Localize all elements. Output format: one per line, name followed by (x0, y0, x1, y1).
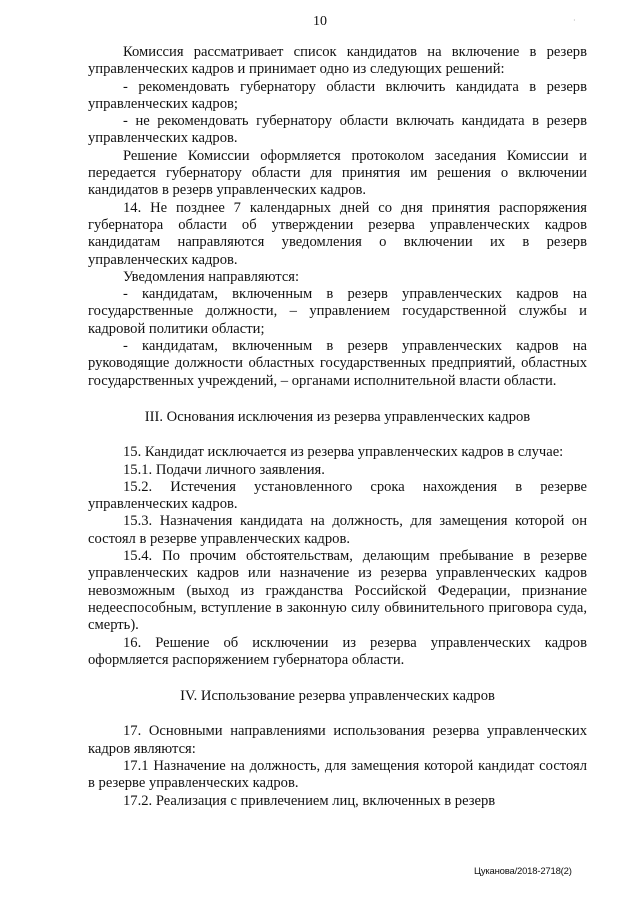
block-3 (88, 723, 587, 809)
paragraph: 15.1. Подачи личного заявления. (123, 461, 325, 478)
paragraph: Уведомления направляются: (123, 268, 300, 285)
block-1 (88, 44, 587, 390)
paragraph: 15.3. Назначения кандидата на должность, для замещения которой он состоял в резерве управленческих кадров. (88, 513, 587, 547)
document-body (88, 44, 587, 810)
paragraph: 17.1 Назначение на должность, для замещения которой кандидат состоял в резерве управленческих кадров. (88, 757, 587, 792)
margin-mark: · (573, 16, 576, 25)
paragraph: - рекомендовать губернатору области включить кандидата в резерв управленческих кадров; (88, 78, 587, 112)
paragraph: - кандидатам, включенным в резерв управленческих кадров на государственные должности, – управлением государственной службы и кадровой политики области; (88, 286, 587, 337)
paragraph: 15. Кандидат исключается из резерва управленческих кадров в случае: (123, 444, 564, 461)
paragraph: Комиссия рассматривает список кандидатов на включение в резерв управленческих кадров и принимает одно из следующих решений: (88, 44, 587, 78)
page-number: 10 (313, 14, 327, 29)
paragraph: 17.2. Реализация с привлечением лиц, включенных в резерв (123, 792, 496, 809)
paragraph: 16. Решение об исключении из резерва управленческих кадров оформляется распоряжением губернатора области. (88, 634, 587, 668)
paragraph: 17. Основными направлениями использования резерва управленческих кадров являются: (88, 723, 587, 757)
paragraph: Решение Комиссии оформляется протоколом заседания Комиссии и передается губернатору области для принятия им решения о включении кандидатов в резерв управленческих кадров. (88, 147, 587, 199)
paragraph: - кандидатам, включенным в резерв управленческих кадров на руководящие должности областных государственных предприятий, областных государственных учреждений, – органами исполнительной власти области. (88, 338, 587, 389)
paragraph: 14. Не позднее 7 календарных дней со дня принятия распоряжения губернатора области об утверждении резерва управленческих кадров кандидатам направляются уведомления о включении их в резерв управленческих кадров. (88, 199, 587, 268)
section-heading-3: III. Основания исключения из резерва управленческих кадров (144, 408, 531, 425)
section-heading-4: IV. Использование резерва управленческих кадров (180, 688, 495, 705)
paragraph: - не рекомендовать губернатору области включать кандидата в резерв управленческих кадров. (88, 113, 587, 147)
paragraph: 15.4. По прочим обстоятельствам, делающим пребывание в резерве управленческих кадров или назначение из резерва управленческих кадров невозможным (выход из гражданства Российской Федерации, признание недееспособным, вступление в законную силу обвинительного приговора суда, смерть). (88, 548, 587, 634)
document-code: Цуканова/2018-2718(2) (474, 866, 572, 877)
block-2 (88, 444, 587, 669)
paragraph: 15.2. Истечения установленного срока нахождения в резерве управленческих кадров. (88, 478, 587, 513)
